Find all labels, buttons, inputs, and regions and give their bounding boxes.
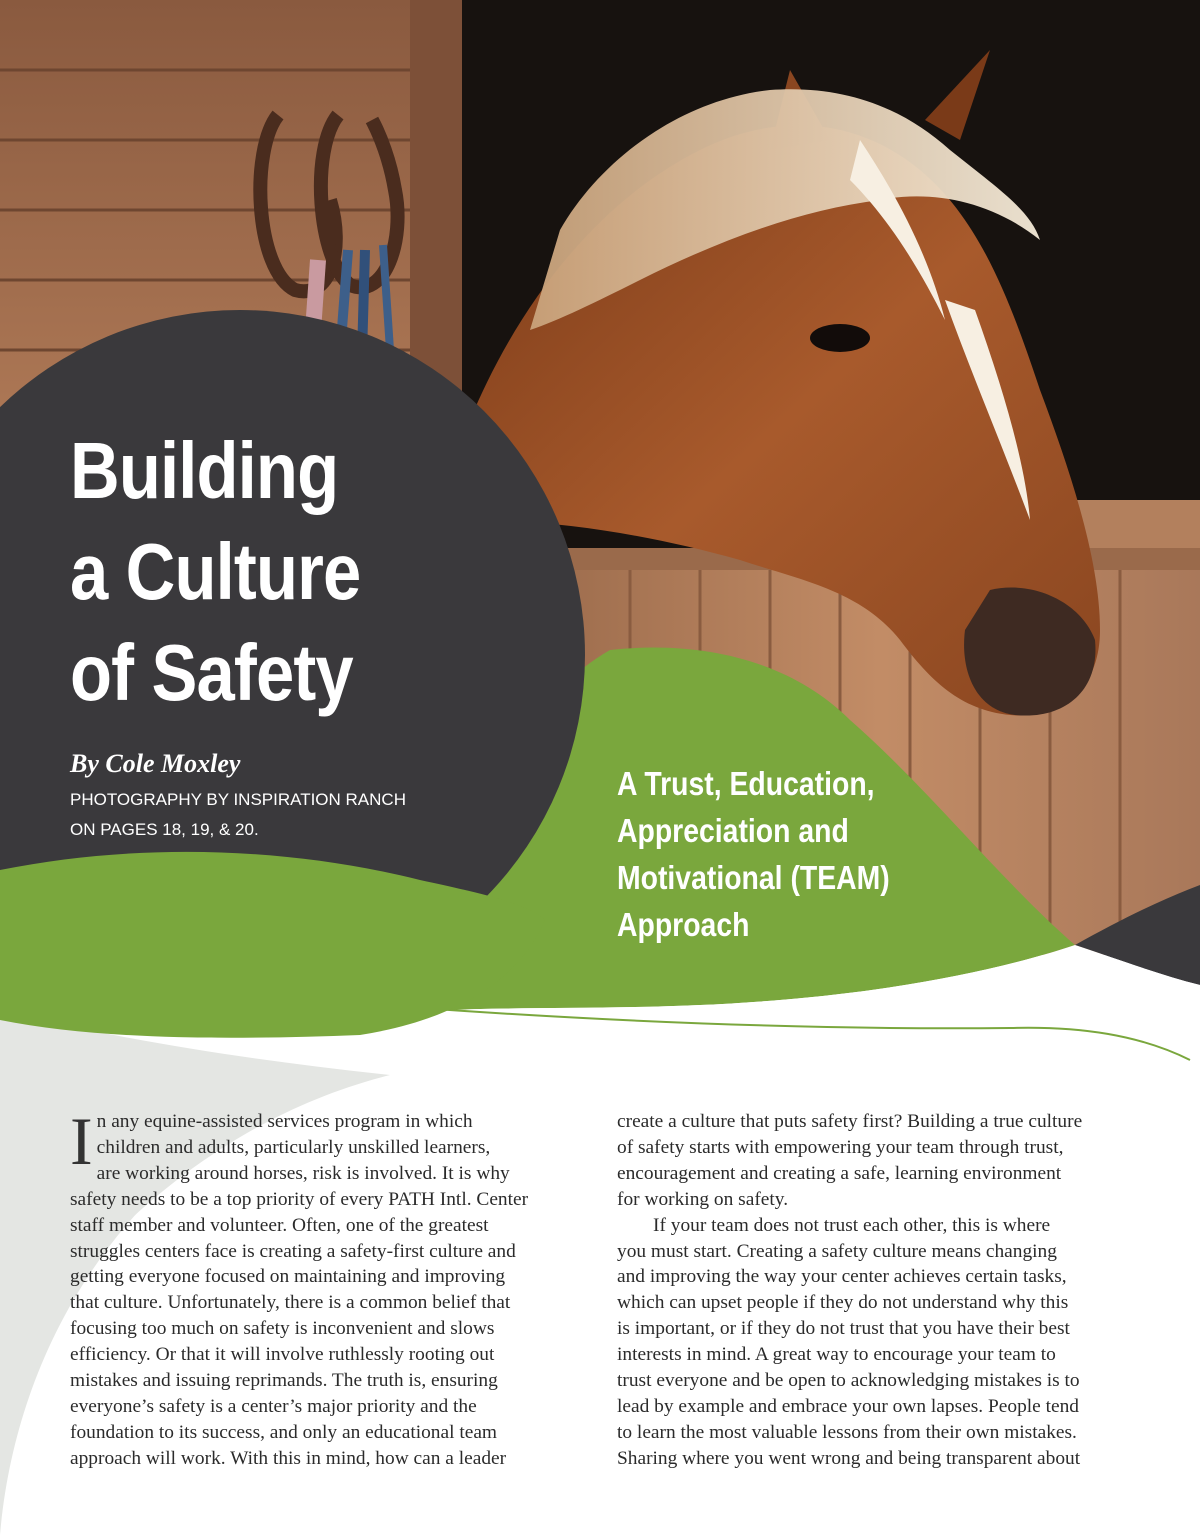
- byline: By Cole Moxley: [70, 749, 241, 778]
- text-line: efficiency. Or that it will involve ruthlessly rooting out: [70, 1344, 495, 1366]
- text-line: If your team does not trust each other, this is where: [653, 1214, 1051, 1236]
- text-line: everyone’s safety is a center’s major priority and the: [70, 1395, 477, 1417]
- text-line: which can upset people if they do not understand why this: [617, 1292, 1069, 1314]
- body-column-right: [617, 1109, 1127, 1472]
- text-line: Sharing where you went wrong and being transparent about: [617, 1447, 1081, 1469]
- body-column-left: [70, 1103, 580, 1472]
- text-line: trust everyone and be open to acknowledging mistakes is to: [617, 1370, 1080, 1392]
- credit-line-2: ON PAGES 18, 19, & 20.: [70, 820, 259, 839]
- text-line: is important, or if they do not trust that you have their best: [617, 1318, 1070, 1340]
- paragraph-1: [70, 1103, 580, 1472]
- text-line: and improving the way your center achieves certain tasks,: [617, 1266, 1067, 1288]
- text-line: foundation to its success, and only an educational team: [70, 1421, 498, 1443]
- text-line: lead by example and embrace your own lapses. People tend: [617, 1395, 1079, 1417]
- text-line: that culture. Unfortunately, there is a common belief that: [70, 1292, 511, 1314]
- text-line: approach will work. With this in mind, how can a leader: [70, 1447, 507, 1469]
- subtitle-line-3: Motivational (TEAM): [617, 859, 890, 896]
- text-line: struggles centers face is creating a safety-first culture and: [70, 1240, 516, 1262]
- paragraph-2: [617, 1213, 1127, 1472]
- title-line-2: a Culture: [70, 527, 361, 616]
- article-title: [70, 420, 448, 723]
- paragraph-1-continued: [617, 1109, 1127, 1213]
- text-line: children and adults, particularly unskilled learners,: [96, 1136, 491, 1158]
- text-line: create a culture that puts safety first? Building a true culture: [617, 1111, 1083, 1132]
- text-line: to learn the most valuable lessons from their own mistakes.: [617, 1421, 1077, 1443]
- text-line: are working around horses, risk is involved. It is why: [96, 1162, 510, 1184]
- subtitle-line-2: Appreciation and: [617, 812, 849, 849]
- text-line: encouragement and creating a safe, learning environment: [617, 1162, 1062, 1184]
- text-line: you must start. Creating a safety culture means changing: [617, 1240, 1057, 1262]
- text-line: for working on safety.: [617, 1188, 789, 1210]
- article-subtitle: [617, 760, 890, 948]
- subtitle-line-4: Approach: [617, 906, 750, 943]
- title-line-1: Building: [70, 426, 339, 515]
- text-line: mistakes and issuing reprimands. The truth is, ensuring: [70, 1370, 498, 1392]
- text-line: interests in mind. A great way to encourage your team to: [617, 1344, 1056, 1366]
- credit-line-1: PHOTOGRAPHY BY INSPIRATION RANCH: [70, 790, 406, 809]
- text-line: n any equine-assisted services program in which: [96, 1111, 473, 1132]
- text-line: of safety starts with empowering your team through trust,: [617, 1136, 1064, 1158]
- title-line-3: of Safety: [70, 628, 353, 717]
- text-line: staff member and volunteer. Often, one of the greatest: [70, 1214, 489, 1236]
- text-line: safety needs to be a top priority of every PATH Intl. Center: [70, 1188, 529, 1210]
- paragraph-1-lines: [70, 1103, 580, 1472]
- photo-credit: [70, 785, 470, 845]
- text-line: getting everyone focused on maintaining and improving: [70, 1266, 506, 1288]
- text-line: focusing too much on safety is inconvenient and slows: [70, 1318, 495, 1340]
- subtitle-line-1: A Trust, Education,: [617, 765, 875, 802]
- drop-cap: I: [70, 1103, 93, 1179]
